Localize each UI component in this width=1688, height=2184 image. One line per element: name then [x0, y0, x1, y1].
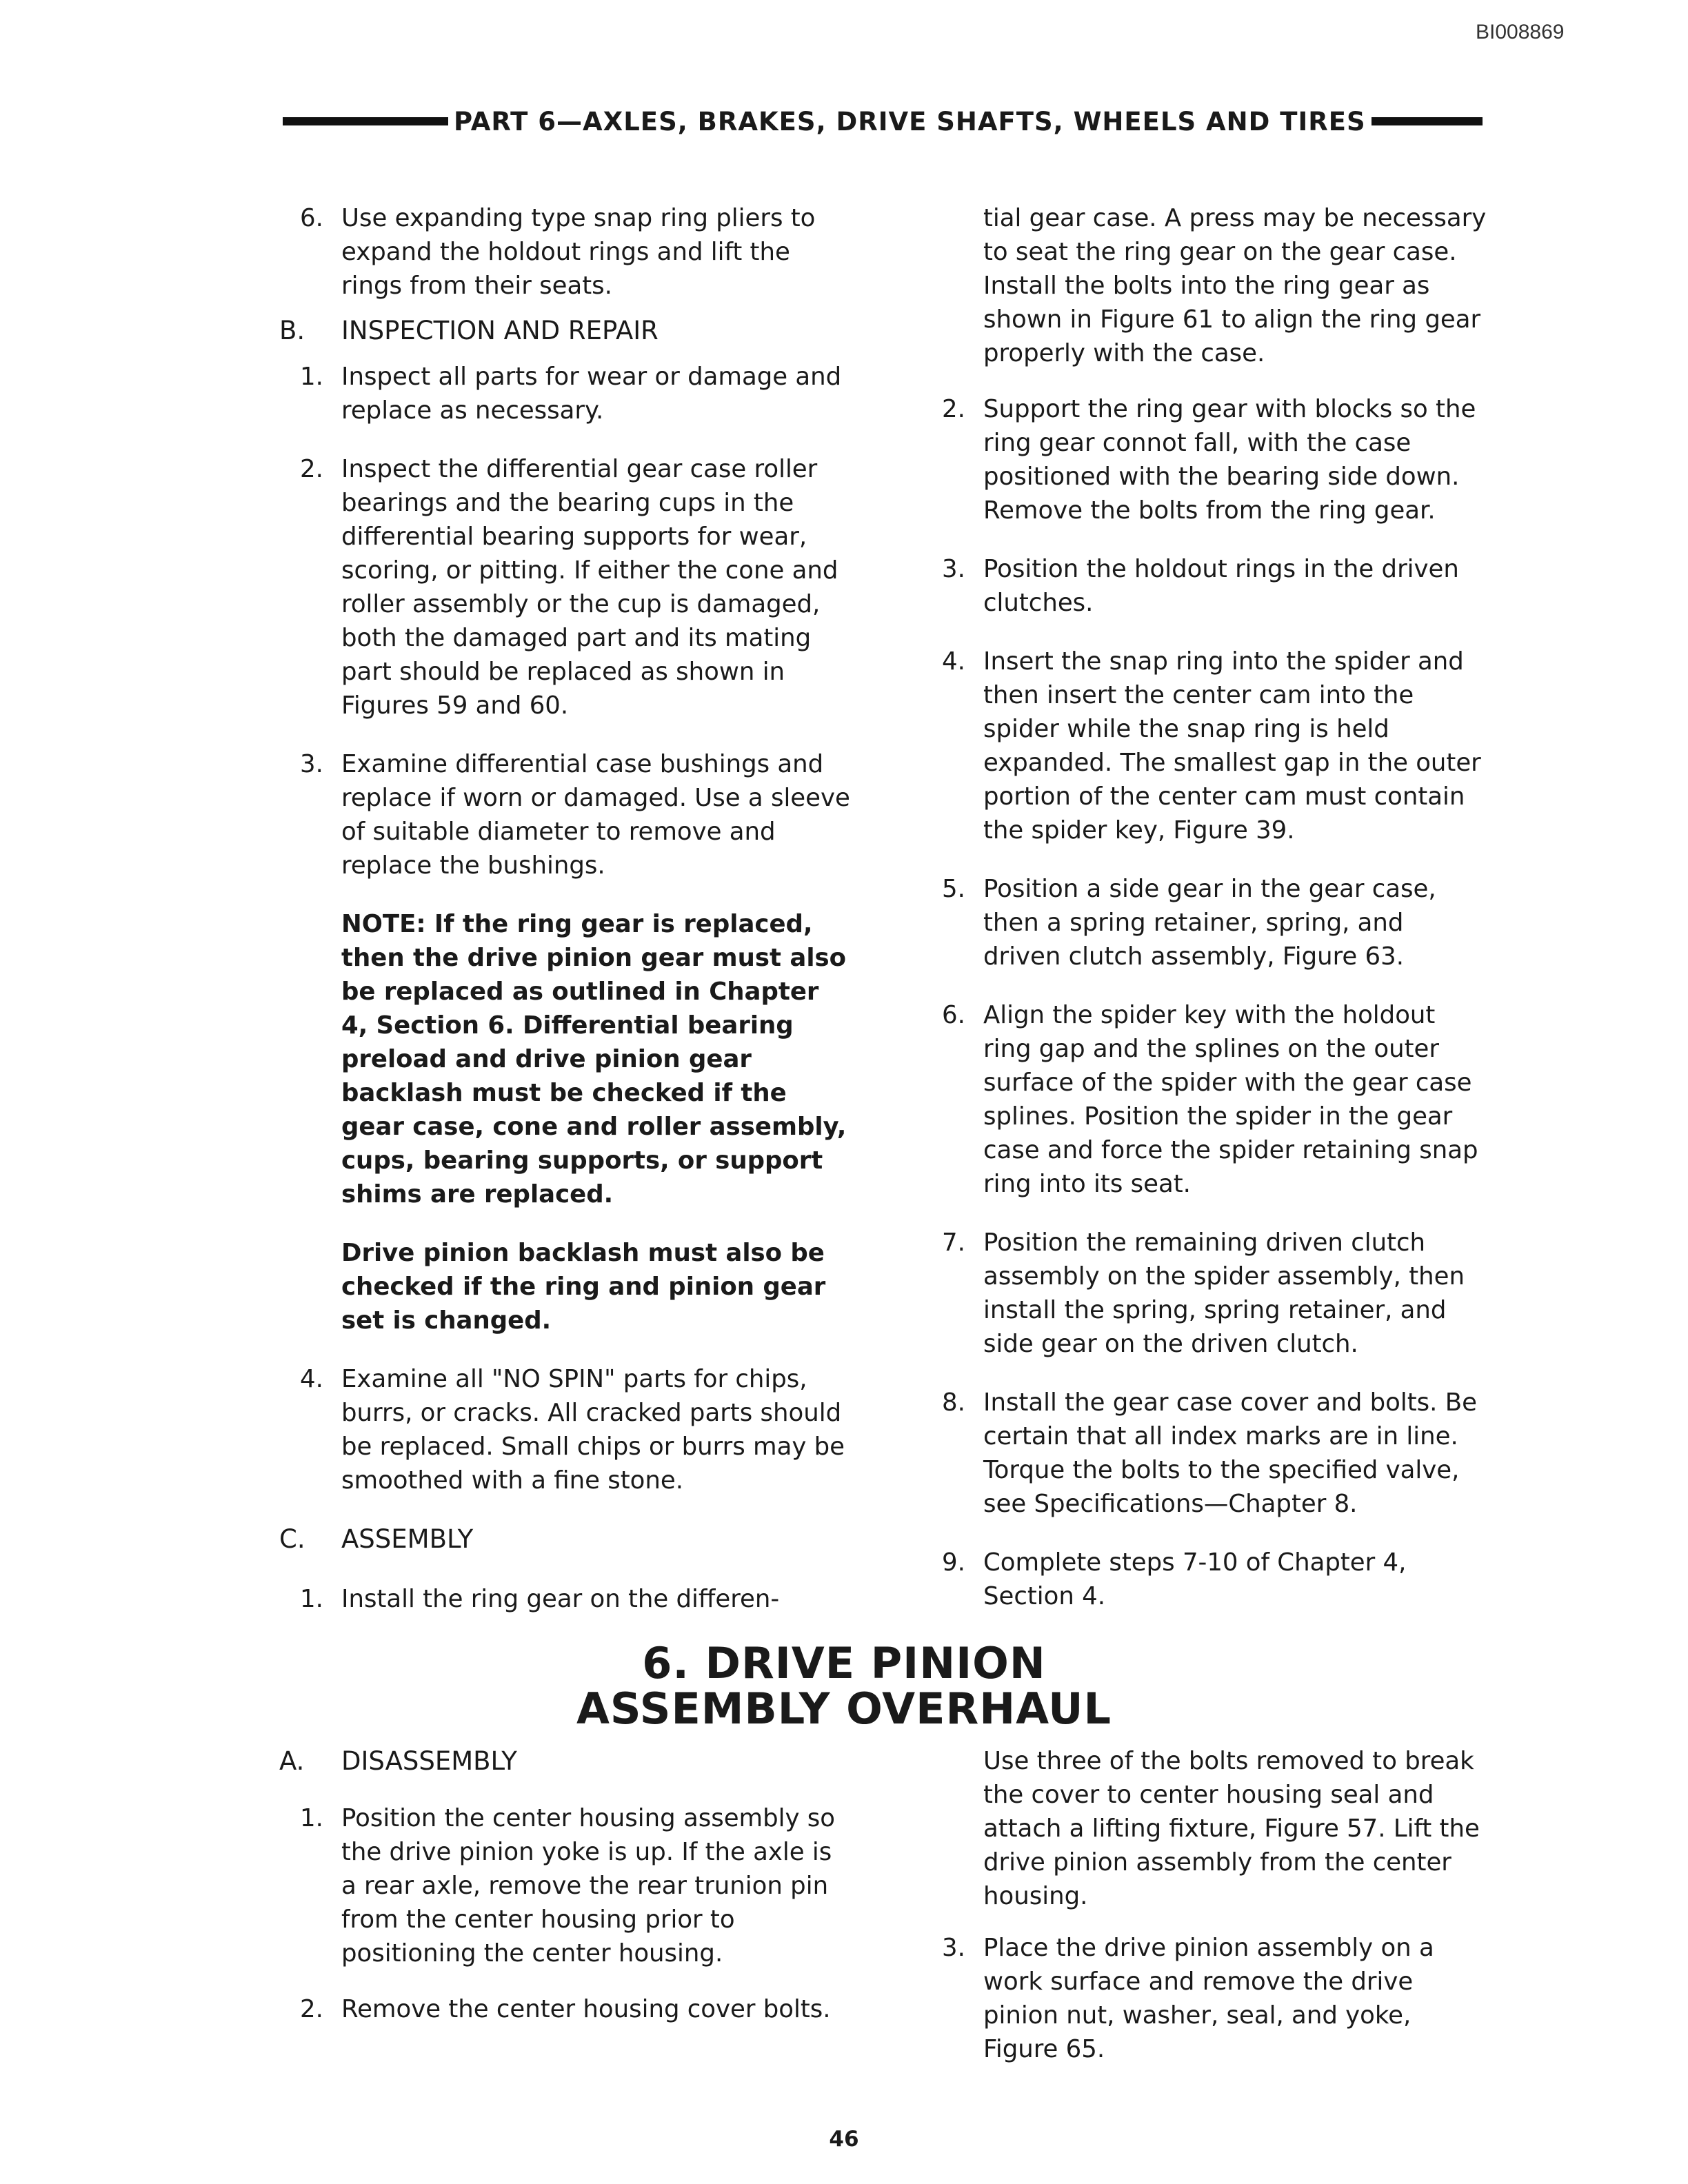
step-a3 — [921, 1931, 1488, 2066]
step-text: Position the center housing assembly so the drive pinion yoke is up. If the axle is a rear axle, remove the rear trunion pin from the center housing prior to positioning the center housing. — [341, 1804, 836, 1968]
section-a-heading — [279, 1744, 850, 1778]
page-number: 46 — [829, 2127, 859, 2152]
document-id: BI008869 — [1476, 21, 1565, 43]
step-text: Insert the snap ring into the spider and then insert the center cam into the spider while the snap ring is held expanded. The smallest gap in the outer portion of the center cam must contain the spider key, Figure 39. — [983, 647, 1481, 845]
section-c-heading — [279, 1522, 850, 1556]
step-text: Install the gear case cover and bolts. Be certain that all index marks are in line. Torque the bolts to the specified valve, see Specifications—Chapter 8. — [983, 1388, 1477, 1518]
step-b2 — [279, 452, 850, 722]
step-text: Use expanding type snap ring pliers to expand the holdout rings and lift the rings from their seats. — [341, 204, 816, 300]
step-a1 — [279, 1801, 850, 1970]
step-text: Inspect all parts for wear or damage and replace as necessary. — [341, 363, 842, 425]
page-header — [283, 105, 1483, 138]
step-number: 6. — [942, 1001, 965, 1029]
step-b1 — [279, 360, 850, 427]
header-rule-right — [1372, 117, 1483, 125]
section-title-line-1: 6. DRIVE PINION — [642, 1638, 1046, 1688]
step-text: Examine all "NO SPIN" parts for chips, burrs, or cracks. All cracked parts should be replaced. Small chips or burrs may be smoothed with a fine stone. — [341, 1365, 845, 1495]
step-number: 4. — [300, 1365, 323, 1393]
step-number: 8. — [942, 1388, 965, 1417]
step-number: 2. — [300, 455, 323, 483]
step-text: Position the remaining driven clutch assembly on the spider assembly, then install the spring, spring retainer, and side gear on the driven clutch. — [983, 1228, 1465, 1358]
step-6 — [279, 201, 850, 303]
right-column-bottom — [921, 1744, 1488, 2066]
step-text: Remove the center housing cover bolts. — [341, 1995, 831, 2023]
step-number: 2. — [942, 395, 965, 423]
section-title: INSPECTION AND REPAIR — [341, 316, 659, 345]
step-r4 — [921, 645, 1488, 847]
step-number: 7. — [942, 1228, 965, 1257]
step-number: 3. — [300, 750, 323, 778]
step-r8 — [921, 1386, 1488, 1521]
step-number: 3. — [942, 1934, 965, 1962]
right-column-top — [921, 201, 1488, 1613]
step-number: 1. — [300, 1585, 323, 1613]
step-number: 9. — [942, 1548, 965, 1577]
section-letter: B. — [279, 316, 305, 345]
step-r3 — [921, 552, 1488, 620]
section-letter: A. — [279, 1746, 305, 1776]
section-letter: C. — [279, 1524, 305, 1554]
step-number: 1. — [300, 1804, 323, 1832]
step-c1 — [279, 1582, 850, 1616]
step-number: 5. — [942, 875, 965, 903]
section-b-heading — [279, 314, 850, 347]
step-text: Place the drive pinion assembly on a work surface and remove the drive pinion nut, washer, seal, and yoke, Figure 65. — [983, 1934, 1434, 2063]
step-number: 1. — [300, 363, 323, 391]
section-title: ASSEMBLY — [341, 1524, 474, 1554]
step-text: Install the ring gear on the differen- — [341, 1585, 780, 1613]
step-r5 — [921, 872, 1488, 973]
step-text: Complete steps 7-10 of Chapter 4, Section 4. — [983, 1548, 1407, 1610]
step-number: 2. — [300, 1995, 323, 2023]
continued-text: tial gear case. A press may be necessary to seat the ring gear on the gear case. Install the bolts into the ring gear as shown in Figure 61 to align the ring gear properly with the case. — [983, 204, 1487, 367]
section-title-line-2: ASSEMBLY OVERHAUL — [576, 1684, 1112, 1734]
step-text: Examine differential case bushings and replace if worn or damaged. Use a sleeve of suitable diameter to remove and replace the bushings. — [341, 750, 850, 880]
step-text: Support the ring gear with blocks so the ring gear connot fall, with the case positioned with the bearing side down. Remove the bolts from the ring gear. — [983, 395, 1476, 525]
step-r2 — [921, 392, 1488, 527]
step-r7 — [921, 1226, 1488, 1361]
step-number: 6. — [300, 204, 323, 232]
step-r9 — [921, 1546, 1488, 1613]
step-a2 — [279, 1992, 850, 2026]
note-paragraph: NOTE: If the ring gear is replaced, then the drive pinion gear must also be replaced as outlined in Chapter 4, Section 6. Differential bearing preload and drive pinion gear backlash must be checked if the gear case, cone and roller assembly, cups, bearing supports, or support shims are replaced. — [341, 910, 847, 1209]
left-column-bottom — [279, 1744, 850, 2026]
step-text: Inspect the differential gear case roller bearings and the bearing cups in the differential bearing supports for wear, scoring, or pitting. If either the cone and roller assembly or the cup is damaged, both the damaged part and its mating part should be replaced as shown in Figures 59 and 60. — [341, 455, 838, 720]
note-paragraph-2: Drive pinion backlash must also be checked if the ring and pinion gear set is changed. — [341, 1239, 826, 1335]
step-b4 — [279, 1362, 850, 1497]
header-rule-left — [283, 117, 448, 125]
step-b3 — [279, 747, 850, 882]
step-number: 4. — [942, 647, 965, 676]
step-number: 3. — [942, 555, 965, 583]
step-text: Position the holdout rings in the driven clutches. — [983, 555, 1459, 617]
step-text: Align the spider key with the holdout ring gap and the splines on the outer surface of the spider with the gear case splines. Position the spider in the gear case and force the spider retaining snap ring into its seat. — [983, 1001, 1478, 1198]
header-title: PART 6—AXLES, BRAKES, DRIVE SHAFTS, WHEELS AND TIRES — [454, 106, 1366, 136]
section-title: DISASSEMBLY — [341, 1746, 517, 1776]
left-column-top — [279, 201, 850, 1616]
step-r6 — [921, 998, 1488, 1201]
step-text: Position a side gear in the gear case, then a spring retainer, spring, and driven clutch assembly, Figure 63. — [983, 875, 1436, 971]
continued-text: Use three of the bolts removed to break the cover to center housing seal and attach a lifting fixture, Figure 57. Lift the drive pinion assembly from the center housing. — [983, 1747, 1480, 1910]
